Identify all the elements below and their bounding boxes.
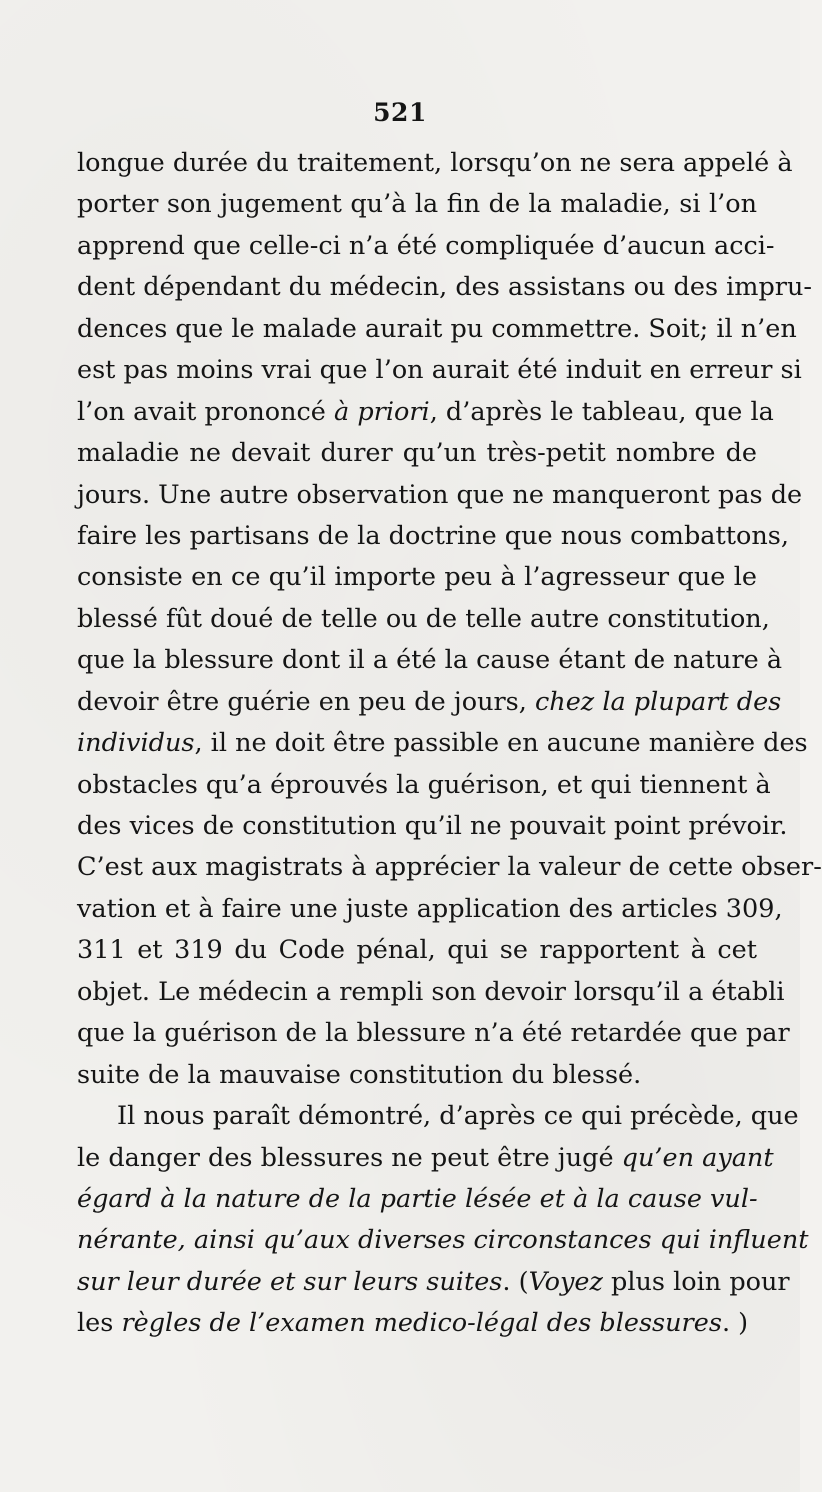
text-line <box>77 350 802 391</box>
text-segment: plus loin pour <box>602 1266 790 1297</box>
text-line <box>77 972 785 1013</box>
italic-text: Voyez <box>528 1266 603 1297</box>
text-line <box>77 889 783 930</box>
text-line <box>77 1096 799 1137</box>
text-line <box>77 433 757 474</box>
text-line <box>77 723 808 764</box>
text-segment: faire les partisans de la doctrine que nous combattons, <box>77 520 789 551</box>
text-segment: . ( <box>502 1266 529 1297</box>
text-line <box>77 806 788 847</box>
italic-text: nérante, ainsi qu’aux diverses circonstances qui influent <box>77 1225 809 1256</box>
text-segment: , d’après le tableau, que la <box>429 396 774 427</box>
text-line <box>77 143 793 184</box>
text-line <box>77 557 757 598</box>
text-segment: longue durée du traitement, lorsqu’on ne sera appelé à <box>77 148 793 178</box>
text-segment: objet. Le médecin a rempli son devoir lorsqu’il a établi <box>77 976 785 1007</box>
text-line <box>77 847 822 888</box>
text-line <box>77 1303 757 1344</box>
text-segment: devoir être guérie en peu de jours, <box>77 686 535 717</box>
text-segment: dences que le malade aurait pu commettre. Soit; il n’en <box>77 313 797 344</box>
text-segment: consiste en ce qu’il importe peu à l’agresseur que le <box>77 562 757 593</box>
text-segment: C’est aux magistrats à apprécier la valeur de cette obser- <box>77 852 822 883</box>
text-segment: que la guérison de la blessure n’a été retardée que par <box>77 1018 790 1049</box>
body-text <box>77 143 822 1345</box>
text-line <box>77 599 770 640</box>
text-line <box>77 682 782 723</box>
text-segment: des vices de constitution qu’il ne pouvait point prévoir. <box>77 811 788 841</box>
text-segment: les <box>77 1308 122 1339</box>
text-segment: est pas moins vrai que l’on aurait été induit en erreur si <box>77 355 802 386</box>
text-segment: l’on avait prononcé <box>77 396 335 427</box>
text-line <box>77 640 783 681</box>
text-segment: que la blessure dont il a été la cause étant de nature à <box>77 645 783 676</box>
text-segment: jours. Une autre observation que ne manqueront pas de <box>77 479 803 510</box>
page-number: 521 <box>373 98 427 127</box>
italic-text: règles de l’examen medico-légal des blessures <box>121 1308 722 1339</box>
text-segment: le danger des blessures ne peut être jugé <box>77 1142 622 1173</box>
text-line <box>77 1179 757 1220</box>
text-segment: , il ne doit être passible en aucune manière des <box>194 728 808 759</box>
text-line <box>77 1138 774 1179</box>
italic-text: sur leur durée et sur leurs suites <box>77 1266 503 1297</box>
italic-text: chez la plupart des <box>534 686 782 717</box>
italic-text: qu’en ayant <box>621 1142 774 1173</box>
text-line <box>77 1262 790 1303</box>
text-segment: blessé fût doué de telle ou de telle autre constitution, <box>77 603 770 634</box>
text-segment: vation et à faire une juste application des articles 309, <box>77 893 783 924</box>
text-line <box>77 1220 809 1261</box>
text-segment: porter son jugement qu’à la fin de la maladie, si l’on <box>77 189 757 220</box>
text-segment: dent dépendant du médecin, des assistans ou des impru- <box>77 272 813 303</box>
text-segment: apprend que celle-ci n’a été compliquée d’aucun acci- <box>77 230 775 261</box>
text-segment: 311 et 319 du Code pénal, qui se rapportent à cet <box>77 935 757 966</box>
text-line <box>77 475 803 516</box>
italic-text: individus <box>77 728 195 759</box>
text-line <box>77 516 789 557</box>
text-segment: maladie ne devait durer qu’un très-petit nombre de <box>77 438 757 469</box>
text-line <box>77 392 774 433</box>
text-line <box>77 267 813 308</box>
text-line <box>77 309 797 350</box>
text-line <box>77 184 757 225</box>
italic-text: à priori <box>334 396 430 427</box>
text-segment: . ) <box>721 1308 749 1339</box>
text-line <box>77 930 757 971</box>
text-segment: Il nous paraît démontré, d’après ce qui précède, que <box>117 1101 799 1132</box>
italic-text: égard à la nature de la partie lésée et à la cause vul- <box>77 1183 758 1214</box>
text-line <box>77 1055 757 1096</box>
text-line <box>77 1013 790 1054</box>
text-segment: suite de la mauvaise constitution du blessé. <box>77 1059 642 1090</box>
text-line <box>77 765 771 806</box>
text-line <box>77 226 775 267</box>
text-segment: obstacles qu’a éprouvés la guérison, et qui tiennent à <box>77 769 771 800</box>
